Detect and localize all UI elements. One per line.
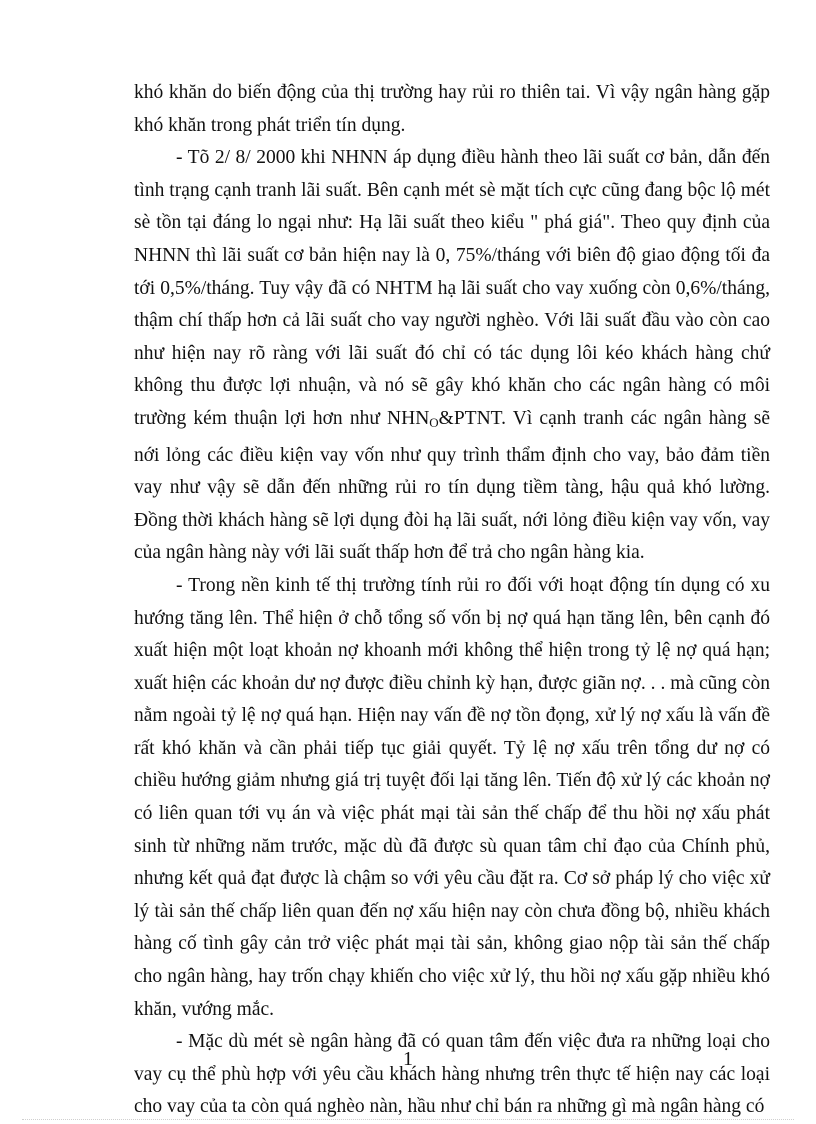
page-number: 1 xyxy=(403,1048,413,1070)
paragraph-2-subscript: O xyxy=(429,414,439,430)
paragraph-4: - Mặc dù mét sè ngân hàng đã có quan tâm đến việc đưa ra những loại cho vay cụ thể phù hợp với yêu cầu khách hàng nhưng trên thực tế hiện nay các loại cho vay của ta còn quá nghèo nàn, hầu như chỉ bán ra những gì mà ngân hàng có xyxy=(134,1031,770,1118)
body-text xyxy=(134,77,770,1124)
paragraph-2-main: - Tõ 2/ 8/ 2000 khi NHNN áp dụng điều hành theo lãi suất cơ bản, dẫn đến tình trạng cạnh tranh lãi suất. Bên cạnh mét sè mặt tích cực cũng đang bộc lộ mét sè tồn tại đáng lo ngại như: Hạ lãi suất theo kiểu " phá giá". Theo quy định của NHNN thì lãi suất cơ bản hiện nay là 0, 75%/tháng với biên độ giao động tối đa tới 0,5%/tháng. Tuy vậy đã có NHTM hạ lãi suất cho vay xuống còn 0,6%/tháng, thậm chí thấp hơn cả lãi suất cho vay người nghèo. Với lãi suất đầu vào còn cao như hiện nay rõ ràng với lãi suất đó chỉ có tác dụng lôi kéo khách hàng chứ không thu được lợi nhuận, và nó sẽ gây khó khăn cho các ngân hàng có môi trường kém thuận lợi hơn như NHN xyxy=(134,147,770,429)
paragraph-3: - Trong nền kinh tế thị trường tính rủi ro đối với hoạt động tín dụng có xu hướng tăng lên. Thể hiện ở chỗ tổng số vốn bị nợ quá hạn tăng lên, bên cạnh đó xuất hiện một loạt khoản nợ khoanh mới không thể hiện trong tỷ lệ nợ quá hạn; xuất hiện các khoản dư nợ được điều chỉnh kỳ hạn, được giãn nợ. . . mà cũng còn nằm ngoài tỷ lệ nợ quá hạn. Hiện nay vấn đề nợ tồn đọng, xử lý nợ xấu là vấn đề rất khó khăn và cần phải tiếp tục giải quyết. Tỷ lệ nợ xấu trên tổng dư nợ có chiều hướng giảm nhưng giá trị tuyệt đối lại tăng lên. Tiến độ xử lý các khoản nợ có liên quan tới vụ án và việc phát mại tài sản thế chấp để thu hồi nợ xấu phát sinh từ những năm trước, mặc dù đã được sù quan tâm chỉ đạo của Chính phủ, nhưng kết quả đạt được là chậm so với yêu cầu đặt ra. Cơ sở pháp lý cho việc xử lý tài sản thế chấp liên quan đến nợ xấu hiện nay còn chưa đồng bộ, nhiều khách hàng cố tình gây cản trở việc phát mại tài sản, không giao nộp tài sản thế chấp cho ngân hàng, hay trốn chạy khiến cho việc xử lý, thu hồi nợ xấu gặp nhiều khó khăn, vướng mắc. xyxy=(134,574,770,1020)
bottom-divider xyxy=(22,1119,794,1120)
paragraph-1: khó khăn do biến động của thị trường hay rủi ro thiên tai. Vì vậy ngân hàng gặp khó khăn trong phát triển tín dụng. xyxy=(134,82,770,136)
paragraph-2 xyxy=(134,142,770,570)
paragraph-2-tail: &PTNT. Vì cạnh tranh các ngân hàng sẽ nới lỏng các điều kiện vay vốn như quy trình thẩm định cho vay, bảo đảm tiền vay như vậy sẽ dẫn đến những rủi ro tín dụng tiềm tàng, hậu quả khó lường. Đồng thời khách hàng sẽ lợi dụng đòi hạ lãi suất, nới lỏng điều kiện vay vốn, vay của ngân hàng này với lãi suất thấp hơn để trả cho ngân hàng kia. xyxy=(134,407,771,564)
